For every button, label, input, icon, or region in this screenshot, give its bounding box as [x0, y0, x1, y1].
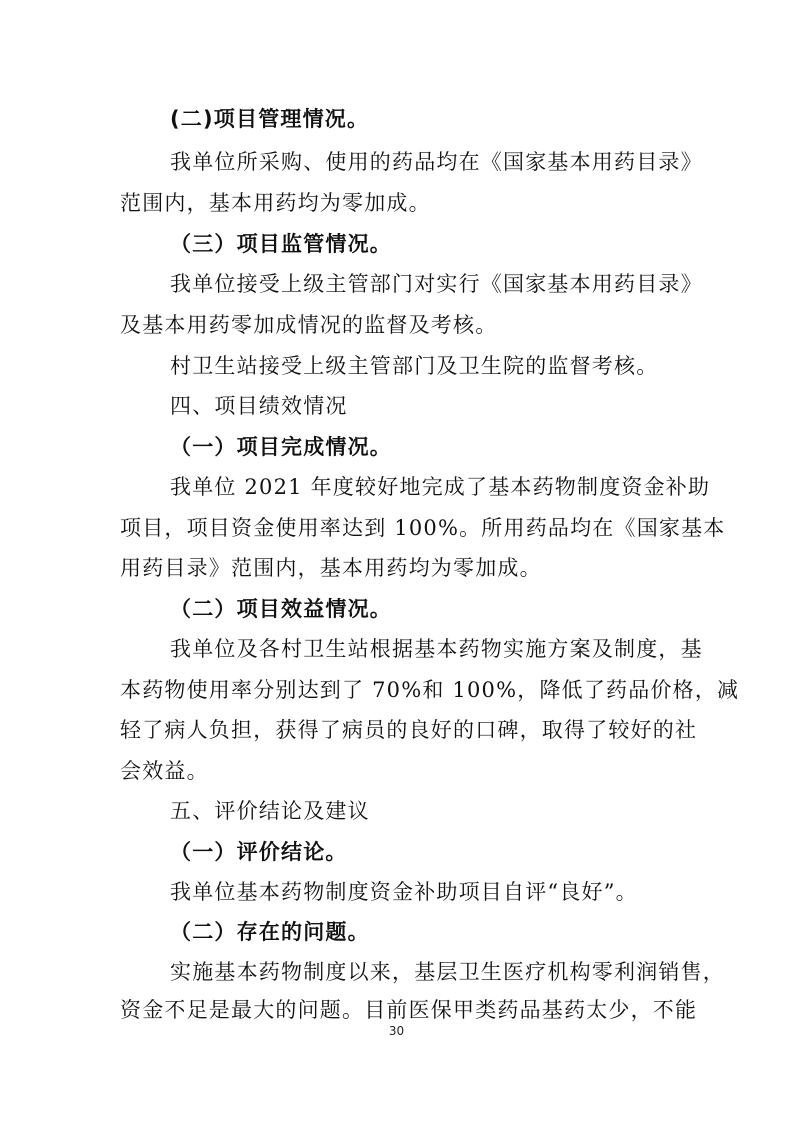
paragraph-line: 范围内，基本用药均为零加成。 [120, 191, 431, 215]
paragraph-line: 及基本用药零加成情况的监督及考核。 [120, 313, 498, 337]
paragraph-line: 我单位基本药物制度资金补助项目自评“良好”。 [170, 880, 638, 904]
subheading-project-supervision: （三）项目监管情况。 [170, 232, 392, 256]
paragraph-line: 资金不足是最大的问题。目前医保甲类药品基药太少，不能 [120, 998, 698, 1022]
paragraph-line: 我单位 2021 年度较好地完成了基本药物制度资金补助 [170, 475, 711, 499]
section-heading-conclusion: 五、评价结论及建议 [170, 799, 370, 823]
subheading-project-management: (二)项目管理情况。 [170, 107, 370, 131]
paragraph-line: 实施基本药物制度以来，基层卫生医疗机构零利润销售， [170, 960, 725, 984]
paragraph-line: 项目，项目资金使用率达到 100%。所用药品均在《国家基本 [120, 516, 726, 540]
paragraph-line: 用药目录》范围内，基本用药均为零加成。 [120, 556, 542, 580]
paragraph-line: 村卫生站接受上级主管部门及卫生院的监督考核。 [170, 354, 659, 378]
section-heading-performance: 四、项目绩效情况 [170, 394, 348, 418]
paragraph-line: 我单位及各村卫生站根据基本药物实施方案及制度，基 [170, 637, 703, 661]
paragraph-line: 本药物使用率分别达到了 70%和 100%，降低了药品价格，减 [120, 678, 740, 702]
subheading-completion: （一）项目完成情况。 [170, 435, 392, 459]
paragraph-line: 我单位接受上级主管部门对实行《国家基本用药目录》 [170, 272, 703, 296]
subheading-benefits: （二）项目效益情况。 [170, 597, 392, 621]
paragraph-line: 会效益。 [120, 759, 209, 783]
paragraph-line: 我单位所采购、使用的药品均在《国家基本用药目录》 [170, 150, 703, 174]
subheading-existing-problems: （二）存在的问题。 [170, 920, 370, 944]
page-number: 30 [388, 1024, 405, 1038]
paragraph-line: 轻了病人负担，获得了病员的良好的口碑，取得了较好的社 [120, 718, 698, 742]
subheading-evaluation-conclusion: （一）评价结论。 [170, 840, 348, 864]
